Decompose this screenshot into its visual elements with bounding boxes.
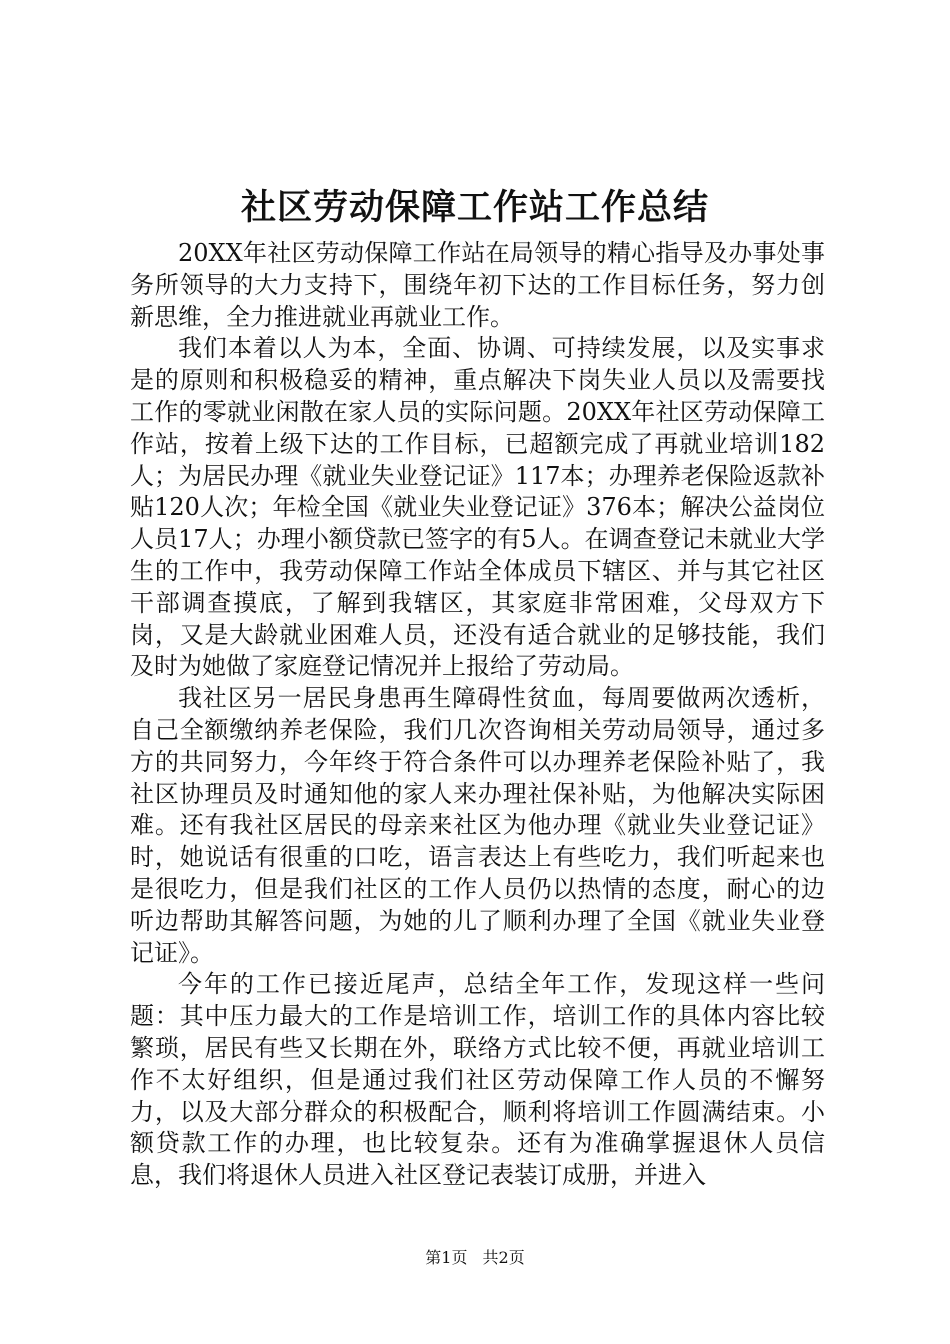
- paragraph-2: 我们本着以人为本，全面、协调、可持续发展，以及实事求是的原则和积极稳妥的精神，重点解决下岗失业人员以及需要找工作的零就业闲散在家人员的实际问题。20XX年社区劳动保障工作站，按着上级下达的工作目标，已超额完成了再就业培训182人；为居民办理《就业失业登记证》117本；办理养老保险返款补贴120人次；年检全国《就业失业登记证》376本；解决公益岗位人员17人；办理小额贷款已签字的有5人。在调查登记未就业大学生的工作中，我劳动保障工作站全体成员下辖区、并与其它社区干部调查摸底，了解到我辖区，其家庭非常困难，父母双方下岗，又是大龄就业困难人员，还没有适合就业的足够技能，我们及时为她做了家庭登记情况并上报给了劳动局。: [130, 334, 825, 681]
- paragraph-4: 今年的工作已接近尾声，总结全年工作，发现这样一些问题：其中压力最大的工作是培训工作，培训工作的具体内容比较繁琐，居民有些又长期在外，联络方式比较不便，再就业培训工作不太好组织，但是通过我们社区劳动保障工作人员的不懈努力，以及大部分群众的积极配合，顺利将培训工作圆满结束。小额贷款工作的办理，也比较复杂。还有为准确掌握退休人员信息，我们将退休人员进入社区登记表装订成册，并进入: [130, 970, 825, 1190]
- page-total: 共2页: [482, 1248, 525, 1267]
- page-footer: [0, 1246, 950, 1270]
- document-title: 社区劳动保障工作站工作总结: [240, 187, 709, 228]
- document-body: [130, 238, 825, 1192]
- paragraph-3: 我社区另一居民身患再生障碍性贫血，每周要做两次透析，自己全额缴纳养老保险，我们几次咨询相关劳动局领导，通过多方的共同努力，今年终于符合条件可以办理养老保险补贴了，我社区协理员及时通知他的家人来办理社保补贴，为他解决实际困难。还有我社区居民的母亲来社区为他办理《就业失业登记证》时，她说话有很重的口吃，语言表达上有些吃力，我们听起来也是很吃力，但是我们社区的工作人员仍以热情的态度，耐心的边听边帮助其解答问题，为她的儿了顺利办理了全国《就业失业登记证》。: [130, 684, 825, 967]
- page-number: 第1页: [425, 1248, 468, 1267]
- paragraph-1: 20XX年社区劳动保障工作站在局领导的精心指导及办事处事务所领导的大力支持下，围绕年初下达的工作目标任务，努力创新思维，全力推进就业再就业工作。: [130, 239, 825, 331]
